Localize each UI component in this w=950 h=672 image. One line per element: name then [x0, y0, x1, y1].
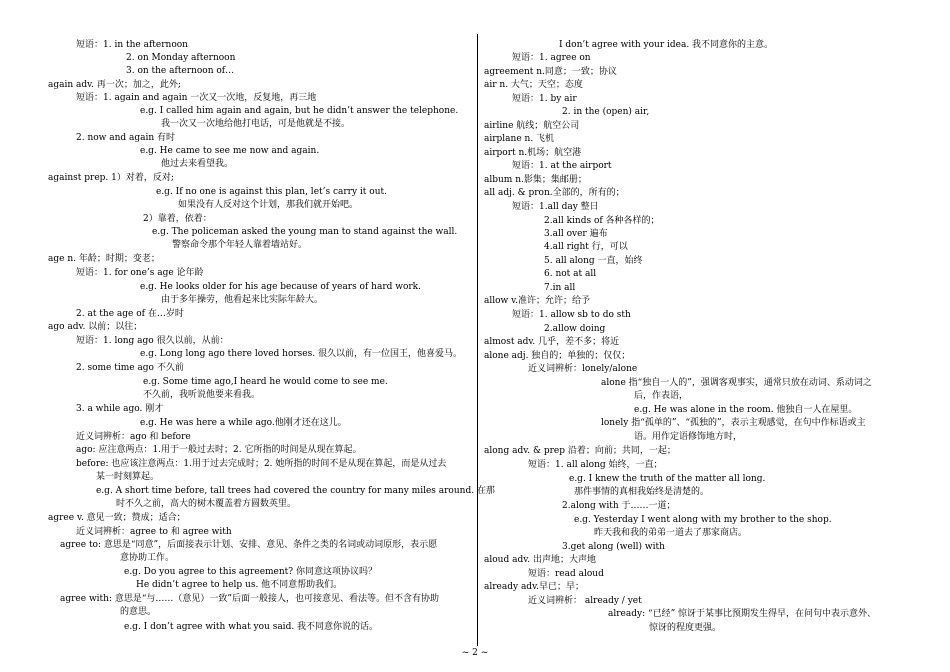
text-line: e.g. I called him again and again, but he didn’t answer the telephone. — [140, 106, 459, 116]
text-line: 昨天我和我的弟弟一道去了那家商店。 — [594, 528, 748, 538]
text-line: airline 航线；航空公司 — [484, 121, 580, 131]
text-line: 某一时刻算起。 — [96, 472, 160, 482]
text-line: along adv. & prep 沿着；向前；共同，一起； — [484, 446, 676, 456]
text-line: 后，作表语， — [634, 391, 689, 401]
text-line: against prep. 1）对着，反对; — [48, 173, 174, 183]
text-line: 他过去来看望我。 — [161, 159, 234, 169]
text-line: e.g. The policeman asked the young man to stand against the wall. — [152, 227, 458, 237]
text-line: 4.all right 行，可以 — [544, 242, 628, 252]
text-line: He didn’t agree to help us. 他不同意帮助我们。 — [136, 580, 343, 590]
text-line: 短语：1. at the airport — [512, 161, 612, 171]
text-line: agreement n.同意；一致；协议 — [484, 67, 617, 77]
text-line: 3.get along (well) with — [562, 542, 665, 552]
text-line: 2. now and again 有时 — [76, 133, 176, 143]
text-line: agree v. 意见一致；赞成；适合； — [48, 513, 186, 523]
text-line: before: 也应该注意两点：1.用于过去完成时；2. 她所指的时间不是从现在算起，而是从过去 — [76, 459, 447, 469]
text-line: 3. a while ago. 刚才 — [76, 404, 164, 414]
text-line: ago: 应注意两点：1.用于一般过去时；2. 它所指的时间是从现在算起。 — [76, 445, 362, 455]
text-line: 短语：1. allow sb to do sth — [512, 310, 631, 320]
text-line: 6. not at all — [544, 269, 597, 279]
text-line: almost adv. 几乎，差不多；将近 — [484, 337, 620, 347]
column-divider — [477, 34, 478, 646]
text-line: 如果没有人反对这个计划，那我们就开始吧。 — [178, 200, 359, 210]
text-line: e.g. Do you agree to this agreement? 你同意这项协议吗？ — [124, 567, 377, 577]
text-line: e.g. He came to see me now and again. — [140, 146, 320, 156]
text-line: ago adv. 以前；以往； — [48, 322, 143, 332]
text-line: e.g. Long long ago there loved horses. 很久以前，有一位国王，他喜爱马。 — [140, 349, 462, 359]
text-line: agree with: 意思是“与……（意见）一致”后面一般接人，也可接意见、看法等。但不含有协助 — [60, 594, 440, 604]
text-line: 2. some time ago 不久前 — [76, 363, 184, 373]
text-line: 短语：1. for one’s age 论年龄 — [76, 268, 204, 278]
text-line: 惊讶的程度更强。 — [649, 623, 722, 633]
text-line: 由于多年操劳，他看起来比实际年龄大。 — [161, 295, 324, 305]
text-line: age n. 年龄；时期；变老； — [48, 254, 160, 264]
text-line: e.g. Some time ago,I heard he would come to see me. — [143, 377, 388, 387]
text-line: 2.all kinds of 各种各样的； — [544, 216, 660, 226]
text-line: e.g. A short time before, tall trees had covered the country for many miles around. 在那 — [96, 486, 495, 496]
text-line: 短语：1. all along 始终，一直； — [528, 460, 663, 470]
text-line: e.g. He looks older for his age because of years of hard work. — [140, 282, 421, 292]
text-line: again adv. 再一次；加之，此外; — [48, 80, 181, 90]
text-line: 短语：1. agree on — [512, 53, 591, 63]
text-line: 2.along with 于……一道； — [562, 501, 676, 511]
text-line: 2. in the (open) air, — [562, 107, 650, 117]
text-line: 2.allow doing — [544, 324, 606, 334]
text-line: all adj. & pron.全部的，所有的； — [484, 188, 625, 198]
text-line: 不久前，我听说他要来看我。 — [143, 390, 261, 400]
text-line: lonely 指“孤单的”、“孤独的”，表示主观感觉，在句中作标语或主 — [601, 418, 866, 428]
text-line: 5. all along 一直，始终 — [544, 256, 643, 266]
text-line: 近义词辨析： already / yet — [528, 596, 642, 606]
text-line: e.g. He was alone in the room. 他独自一人在屋里。 — [634, 405, 858, 415]
text-line: 短语：1. again and again 一次又一次地，反复地，再三地 — [76, 93, 317, 103]
text-line: 警察命令那个年轻人靠着墙站好。 — [172, 240, 308, 250]
text-line: 短语：1. by air — [512, 94, 577, 104]
text-line: 7.in all — [544, 283, 576, 293]
text-line: 2. at the age of 在…岁时 — [76, 309, 184, 319]
text-line: 语。用作定语修饰地方时， — [634, 432, 743, 442]
text-line: 近义词辨析：ago 和 before — [76, 432, 191, 442]
text-line: 短语：1. long ago 很久以前，从前： — [76, 336, 229, 346]
text-line: airplane n. 飞机 — [484, 134, 555, 144]
text-line: 那件事情的真相我始终是清楚的。 — [574, 487, 710, 497]
text-line: 3.all over 遍布 — [544, 229, 608, 239]
text-line: alone 指“独自一人的”，强调客观事实，通常只放在动词、系动词之 — [601, 378, 872, 388]
text-line: 近义词辨析：agree to 和 agree with — [76, 527, 232, 537]
page-number: ~ 2 ~ — [461, 648, 489, 658]
text-line: e.g. Yesterday I went along with my brother to the shop. — [574, 515, 832, 525]
text-line: e.g. If no one is against this plan, let’s carry it out. — [156, 187, 387, 197]
text-line: e.g. I don’t agree with what you said. 我不同意你说的话。 — [124, 622, 379, 632]
text-line: already adv.早已；早； — [484, 582, 584, 592]
text-line: 意协助工作。 — [120, 553, 175, 563]
text-line: 3. on the afternoon of… — [126, 66, 235, 76]
text-line: airport n.机场；航空港 — [484, 148, 582, 158]
text-line: I don’t agree with your idea. 我不同意你的主意。 — [559, 40, 774, 50]
text-line: alone adj. 独自的；单独的；仅仅； — [484, 351, 631, 361]
text-line: air n. 大气；天空；态度 — [484, 80, 583, 90]
text-line: 短语：1. in the afternoon — [76, 40, 188, 50]
text-line: e.g. He was here a while ago.他刚才还在这儿。 — [140, 418, 347, 428]
text-line: 我一次又一次地给他打电话，可是他就是不接。 — [161, 119, 351, 129]
text-line: aloud adv. 出声地；大声地 — [484, 555, 596, 565]
text-line: 的意思。 — [120, 607, 157, 617]
text-line: 短语：read aloud — [528, 569, 604, 579]
text-line: already: “已经” 惊讶于某事比预期发生得早，在问句中表示意外、 — [608, 609, 877, 619]
text-line: 短语：1.all day 整日 — [512, 202, 599, 212]
text-line: allow v.准许；允许；给予 — [484, 296, 590, 306]
text-line: 2. on Monday afternoon — [126, 53, 236, 63]
text-line: 近义词辨析：lonely/alone — [528, 364, 638, 374]
text-line: 2）靠着，依着： — [143, 214, 212, 224]
text-line: agree to: 意思是“同意”，后面接表示计划、安排、意见、条件之类的名词或动词原形，表示愿 — [60, 540, 438, 550]
text-line: 时不久之前，高大的树木覆盖着方圆数英里。 — [116, 499, 297, 509]
text-line: e.g. I knew the truth of the matter all long. — [569, 474, 766, 484]
text-line: album n.影集；集邮册； — [484, 175, 587, 185]
